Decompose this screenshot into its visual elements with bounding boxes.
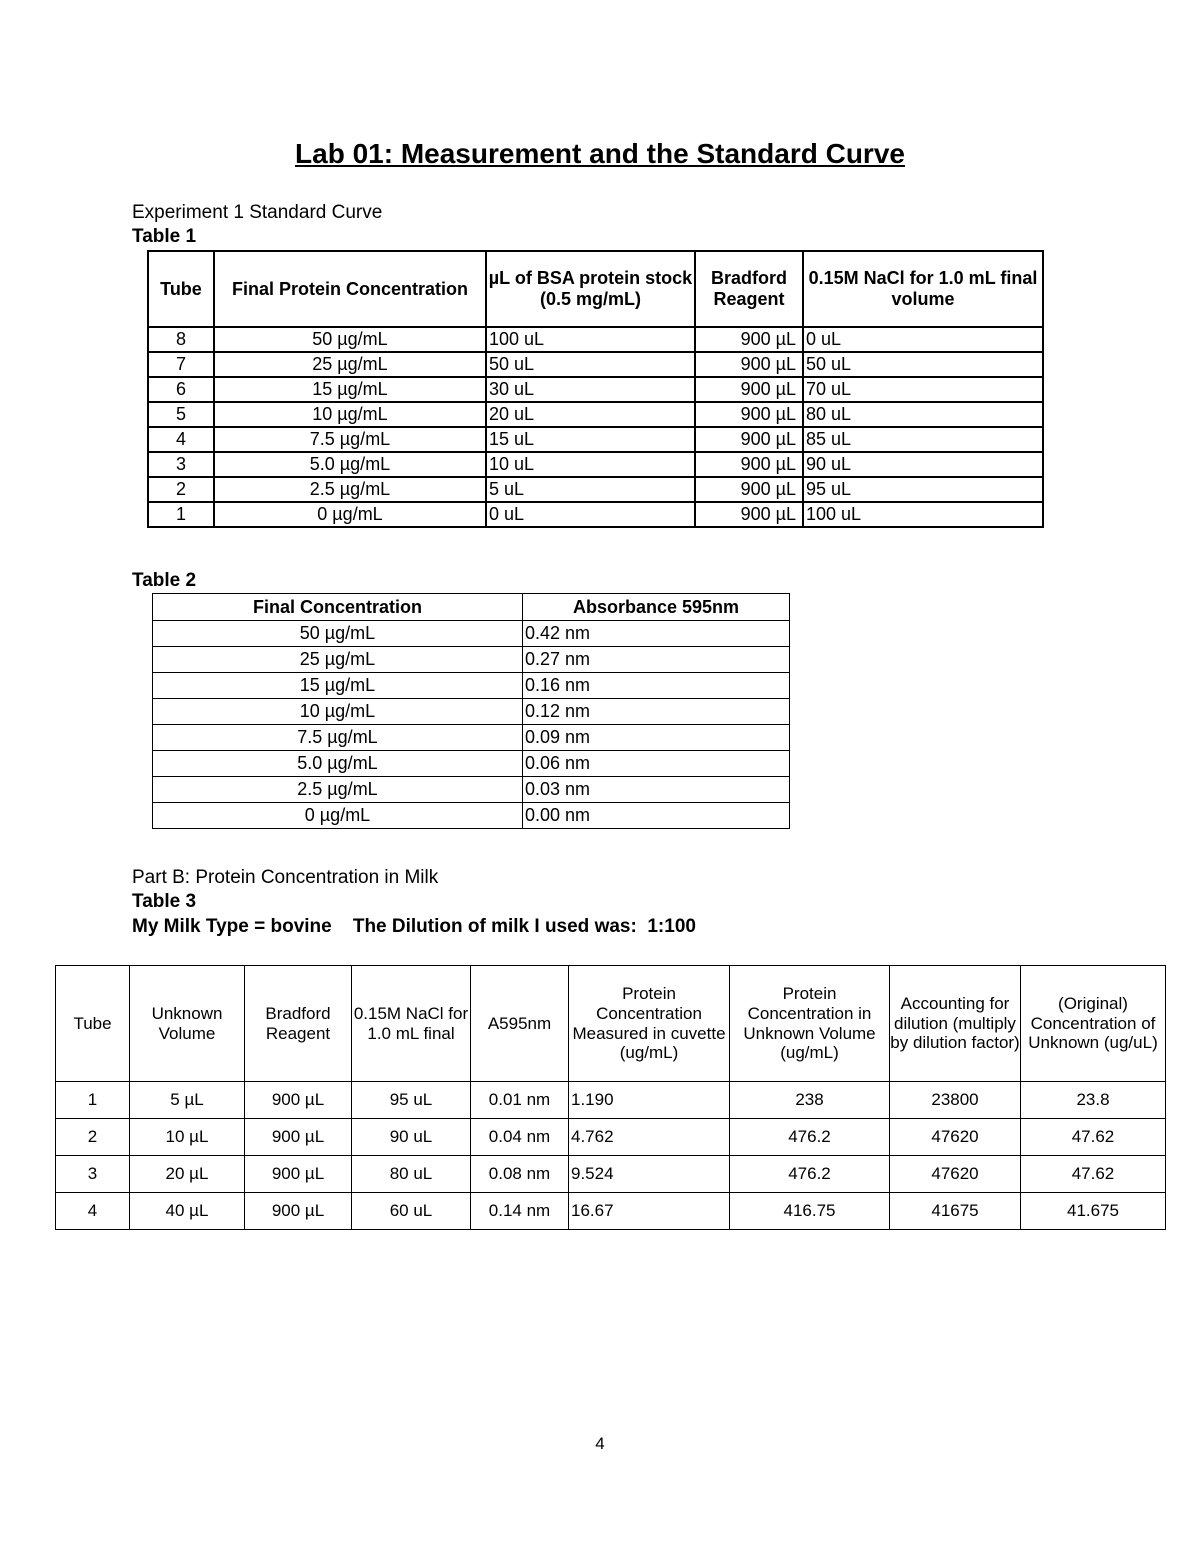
table3-row-cell: 3 [56,1156,130,1193]
table3-row-cell: 2 [56,1119,130,1156]
table1-row-cell: 25 µg/mL [214,352,486,377]
table2-row [153,699,790,725]
table2-row-cell: 0 µg/mL [153,803,523,829]
table1-row-cell: 900 µL [695,452,803,477]
table3-header-a595: A595nm [471,966,569,1082]
table1 [147,250,1044,528]
table3-header-unknown-volume: Unknown Volume [130,966,245,1082]
table1-row-cell: 4 [148,427,214,452]
table1-row-cell: 10 uL [486,452,695,477]
table1-row-cell: 85 uL [803,427,1043,452]
table1-header-row [148,251,1043,327]
table1-row-cell: 50 uL [803,352,1043,377]
table2-row-cell: 25 µg/mL [153,647,523,673]
table2-label: Table 2 [132,570,197,591]
table2-row-cell: 0.27 nm [523,647,790,673]
table3-row [56,1119,1166,1156]
table2-row [153,647,790,673]
table1-row [148,327,1043,352]
table3-row-cell: 90 uL [352,1119,471,1156]
table3-row-cell: 47.62 [1021,1156,1166,1193]
table3-row-cell: 10 µL [130,1119,245,1156]
table1-header-bradford: Bradford Reagent [695,251,803,327]
table3-row-cell: 0.14 nm [471,1193,569,1230]
table1-row-cell: 30 uL [486,377,695,402]
table2-row-cell: 10 µg/mL [153,699,523,725]
table3-row-cell: 1 [56,1082,130,1119]
page-title: Lab 01: Measurement and the Standard Curve [295,138,905,169]
table1-row-cell: 1 [148,502,214,527]
table1-row-cell: 2 [148,477,214,502]
experiment-label: Experiment 1 Standard Curve [132,202,383,223]
table1-row-cell: 5.0 µg/mL [214,452,486,477]
table1-row-cell: 50 µg/mL [214,327,486,352]
table1-row-cell: 5 [148,402,214,427]
table1-label: Table 1 [132,226,197,247]
table3-row-cell: 0.04 nm [471,1119,569,1156]
table2-row [153,673,790,699]
table3-row-cell: 238 [730,1082,890,1119]
table2-row-cell: 5.0 µg/mL [153,751,523,777]
table1-row-cell: 70 uL [803,377,1043,402]
table1-row [148,502,1043,527]
table2-row-cell: 0.42 nm [523,621,790,647]
table3-header-unknown-conc: Protein Concentration in Unknown Volume (ug/mL) [730,966,890,1082]
table3-row-cell: 95 uL [352,1082,471,1119]
table3-row-cell: 476.2 [730,1119,890,1156]
table1-row-cell: 900 µL [695,427,803,452]
table1-row [148,477,1043,502]
table2-row-cell: 0.12 nm [523,699,790,725]
table1-header-nacl: 0.15M NaCl for 1.0 mL final volume [803,251,1043,327]
table1-row-cell: 100 uL [803,502,1043,527]
table1-row-cell: 2.5 µg/mL [214,477,486,502]
table1-row [148,452,1043,477]
table1-row-cell: 900 µL [695,377,803,402]
table1-row-cell: 0 uL [486,502,695,527]
table1-row-cell: 8 [148,327,214,352]
table3-row [56,1156,1166,1193]
table2-header-concentration: Final Concentration [153,594,523,621]
table1-row-cell: 0 uL [803,327,1043,352]
table2-row-cell: 0.00 nm [523,803,790,829]
table3-row-cell: 4 [56,1193,130,1230]
table1-row-cell: 100 uL [486,327,695,352]
table3-row-cell: 900 µL [245,1082,352,1119]
table2-row [153,725,790,751]
table1-header-final-protein: Final Protein Concentration [214,251,486,327]
table3-header-original: (Original) Concentration of Unknown (ug/uL) [1021,966,1166,1082]
table2 [152,593,790,829]
table1-row-cell: 90 uL [803,452,1043,477]
table1-row-cell: 3 [148,452,214,477]
table2-row-cell: 15 µg/mL [153,673,523,699]
table1-row-cell: 15 uL [486,427,695,452]
table3-row [56,1193,1166,1230]
table3-row-cell: 23.8 [1021,1082,1166,1119]
table2-row [153,751,790,777]
table2-row-cell: 7.5 µg/mL [153,725,523,751]
table3-row-cell: 47620 [890,1119,1021,1156]
table1-row [148,377,1043,402]
table3-row-cell: 0.01 nm [471,1082,569,1119]
table3-row-cell: 476.2 [730,1156,890,1193]
table1-row-cell: 5 uL [486,477,695,502]
table1-row-cell: 6 [148,377,214,402]
table3-row-cell: 41675 [890,1193,1021,1230]
table3-row-cell: 416.75 [730,1193,890,1230]
table1-row-cell: 0 µg/mL [214,502,486,527]
table3-row-cell: 900 µL [245,1119,352,1156]
table3-row-cell: 47620 [890,1156,1021,1193]
table3-row-cell: 9.524 [569,1156,730,1193]
table1-row-cell: 10 µg/mL [214,402,486,427]
table1-header-bsa-stock: µL of BSA protein stock (0.5 mg/mL) [486,251,695,327]
table3-header-measured: Protein Concentration Measured in cuvette (ug/mL) [569,966,730,1082]
part-b-label: Part B: Protein Concentration in Milk [132,867,439,888]
table2-row-cell: 50 µg/mL [153,621,523,647]
table3-row-cell: 4.762 [569,1119,730,1156]
table3-header-nacl: 0.15M NaCl for 1.0 mL final [352,966,471,1082]
table3-header-row [56,966,1166,1082]
table3 [55,965,1166,1230]
table3-row-cell: 0.08 nm [471,1156,569,1193]
table1-row [148,402,1043,427]
table3-row-cell: 900 µL [245,1193,352,1230]
table3-row-cell: 60 uL [352,1193,471,1230]
table2-row-cell: 2.5 µg/mL [153,777,523,803]
table3-row-cell: 23800 [890,1082,1021,1119]
table1-row-cell: 900 µL [695,502,803,527]
table3-header-dilution: Accounting for dilution (multiply by dilution factor) [890,966,1021,1082]
table1-row-cell: 50 uL [486,352,695,377]
table3-row-cell: 1.190 [569,1082,730,1119]
table1-row-cell: 20 uL [486,402,695,427]
table1-row-cell: 7.5 µg/mL [214,427,486,452]
milk-type-line: My Milk Type = bovine The Dilution of milk I used was: 1:100 [132,916,696,937]
table3-row [56,1082,1166,1119]
table1-row-cell: 900 µL [695,327,803,352]
table1-header-tube: Tube [148,251,214,327]
page-number: 4 [595,1434,605,1453]
table3-row-cell: 5 µL [130,1082,245,1119]
table3-row-cell: 80 uL [352,1156,471,1193]
table2-row [153,803,790,829]
table3-row-cell: 20 µL [130,1156,245,1193]
table2-row-cell: 0.16 nm [523,673,790,699]
table2-row-cell: 0.06 nm [523,751,790,777]
table3-header-bradford: Bradford Reagent [245,966,352,1082]
table3-header-tube: Tube [56,966,130,1082]
table1-row-cell: 7 [148,352,214,377]
table1-row [148,352,1043,377]
table3-row-cell: 16.67 [569,1193,730,1230]
table3-row-cell: 900 µL [245,1156,352,1193]
table1-row [148,427,1043,452]
table1-row-cell: 80 uL [803,402,1043,427]
table2-row [153,777,790,803]
table1-row-cell: 900 µL [695,352,803,377]
table1-row-cell: 900 µL [695,402,803,427]
table3-row-cell: 47.62 [1021,1119,1166,1156]
table1-row-cell: 95 uL [803,477,1043,502]
table3-row-cell: 40 µL [130,1193,245,1230]
table3-label: Table 3 [132,891,197,912]
table2-row-cell: 0.09 nm [523,725,790,751]
table3-row-cell: 41.675 [1021,1193,1166,1230]
table2-header-row [153,594,790,621]
table2-header-absorbance: Absorbance 595nm [523,594,790,621]
table1-row-cell: 15 µg/mL [214,377,486,402]
table2-row-cell: 0.03 nm [523,777,790,803]
table1-row-cell: 900 µL [695,477,803,502]
table2-row [153,621,790,647]
